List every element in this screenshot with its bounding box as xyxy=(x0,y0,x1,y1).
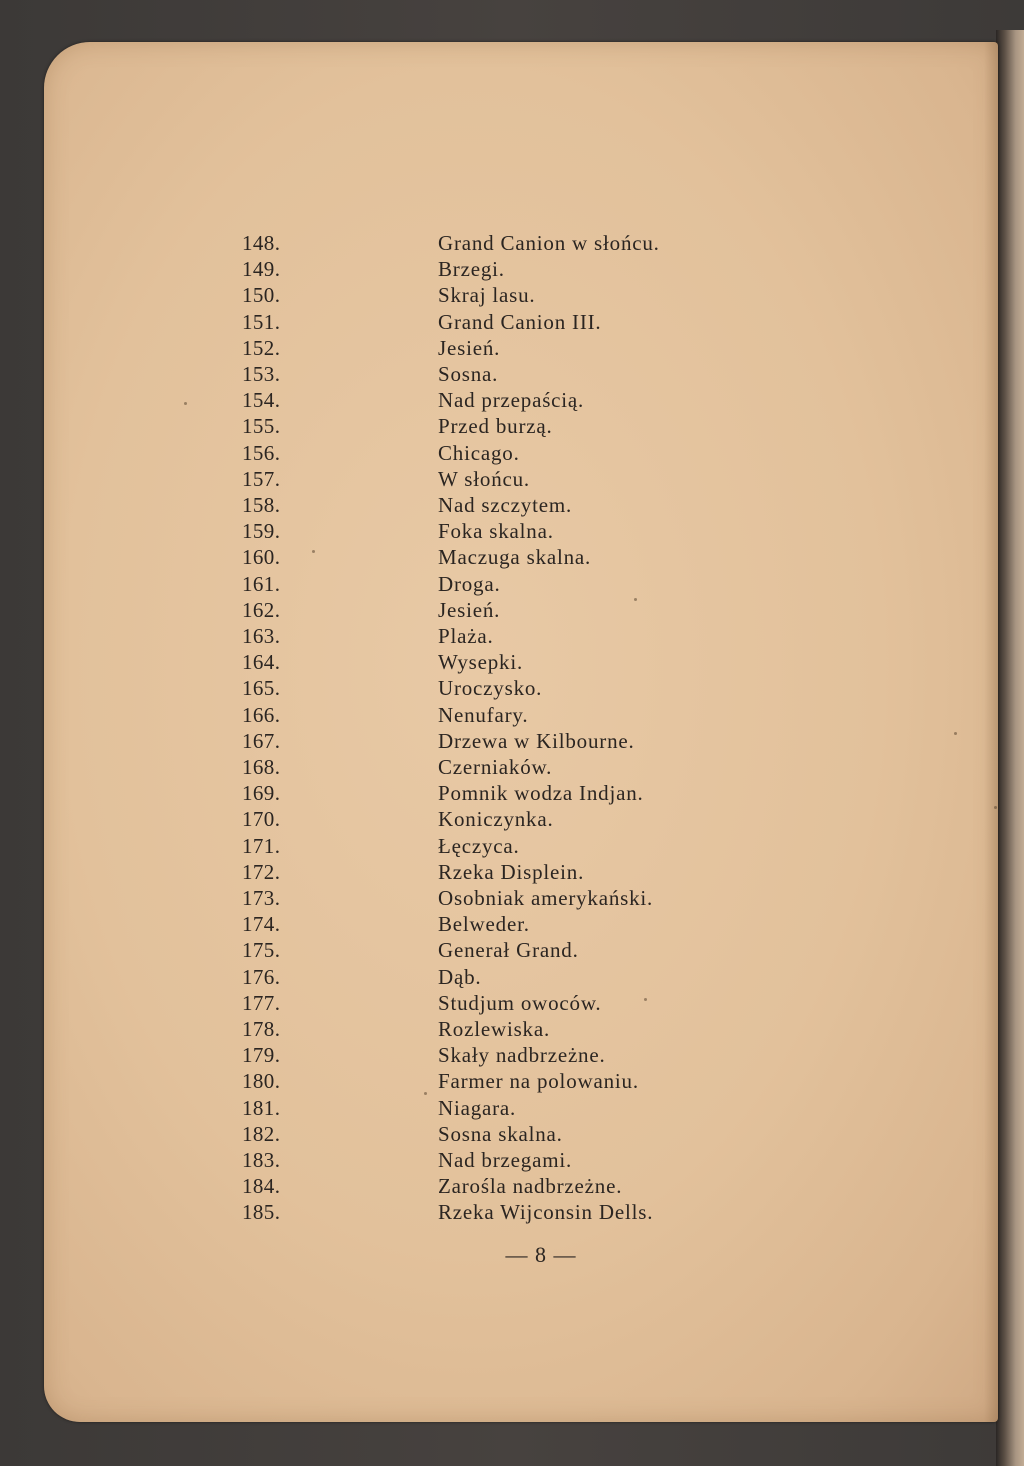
plate-title: Maczuga skalna. xyxy=(438,545,592,570)
plate-title: Rozlewiska. xyxy=(438,1017,551,1041)
plate-number: 155. xyxy=(242,414,281,439)
plate-title: Pomnik wodza Indjan. xyxy=(438,781,644,806)
plate-number: 169. xyxy=(242,781,281,806)
plate-number: 166. xyxy=(242,702,281,727)
plate-number: 157. xyxy=(242,466,281,491)
paper-speck xyxy=(184,402,187,405)
plate-number: 154. xyxy=(242,388,281,413)
plate-row xyxy=(44,859,998,885)
plate-row xyxy=(44,518,998,544)
plate-title: Zarośla nadbrzeżne. xyxy=(438,1174,623,1199)
plate-title: Grand Canion III. xyxy=(438,309,602,334)
plate-row xyxy=(44,937,998,963)
plate-number: 180. xyxy=(242,1069,281,1094)
plate-row xyxy=(44,702,998,728)
plate-row xyxy=(44,335,998,361)
plate-number: 175. xyxy=(242,938,281,963)
plate-title: Nad przepaścią. xyxy=(438,388,585,413)
plate-number: 185. xyxy=(242,1200,281,1225)
paper-speck xyxy=(424,1092,427,1095)
plate-number: 176. xyxy=(242,964,281,989)
plate-title: Nenufary. xyxy=(438,702,529,727)
plate-title: Belweder. xyxy=(438,912,530,937)
plate-number: 168. xyxy=(242,755,281,779)
plate-row xyxy=(44,361,998,387)
plate-title: Farmer na polowaniu. xyxy=(438,1069,639,1094)
plate-row xyxy=(44,780,998,806)
plate-number: 151. xyxy=(242,309,281,334)
plate-number: 179. xyxy=(242,1043,281,1068)
plate-number: 153. xyxy=(242,362,281,386)
plate-title: Niagara. xyxy=(438,1095,517,1120)
plate-title: Dąb. xyxy=(438,964,482,989)
plate-title: Rzeka Displein. xyxy=(438,859,585,884)
plate-number: 184. xyxy=(242,1174,281,1199)
plate-row xyxy=(44,806,998,832)
plate-row xyxy=(44,754,998,780)
plate-title: Przed burzą. xyxy=(438,414,553,439)
paper-speck xyxy=(312,550,315,553)
plate-title: Jesień. xyxy=(438,335,501,360)
plate-row xyxy=(44,964,998,990)
plate-title: Chicago. xyxy=(438,440,520,465)
plate-number: 167. xyxy=(242,728,281,753)
plate-row xyxy=(44,675,998,701)
plate-title: Rzeka Wijconsin Dells. xyxy=(438,1200,654,1225)
plate-title: Uroczysko. xyxy=(438,676,543,701)
plate-number: 181. xyxy=(242,1095,281,1120)
plate-row xyxy=(44,1068,998,1094)
plate-number: 171. xyxy=(242,833,281,858)
plate-title: Plaża. xyxy=(438,624,494,648)
plate-number: 165. xyxy=(242,676,281,701)
plate-title: Osobniak amerykański. xyxy=(438,886,654,910)
plate-number: 149. xyxy=(242,257,281,282)
plate-row xyxy=(44,1147,998,1173)
paper-speck xyxy=(994,806,997,809)
plate-row xyxy=(44,571,998,597)
plate-number: 177. xyxy=(242,990,281,1015)
plate-row xyxy=(44,1042,998,1068)
plate-row xyxy=(44,911,998,937)
paper-speck xyxy=(954,732,957,735)
book-page xyxy=(44,42,998,1422)
plate-title: Studjum owoców. xyxy=(438,990,602,1015)
paper-speck xyxy=(634,598,637,601)
plate-row xyxy=(44,597,998,623)
plate-row xyxy=(44,1199,998,1225)
plate-title: W słońcu. xyxy=(438,466,530,491)
plate-number: 174. xyxy=(242,912,281,937)
plate-row xyxy=(44,387,998,413)
plate-title: Łęczyca. xyxy=(438,833,520,858)
plate-number: 156. xyxy=(242,440,281,465)
plate-title: Drzewa w Kilbourne. xyxy=(438,728,635,753)
plate-title: Nad szczytem. xyxy=(438,493,573,517)
plate-number: 152. xyxy=(242,335,281,360)
plate-number: 172. xyxy=(242,859,281,884)
plate-list xyxy=(44,42,998,1422)
plate-title: Sosna skalna. xyxy=(438,1121,563,1146)
plate-row xyxy=(44,544,998,570)
plate-row xyxy=(44,1016,998,1042)
plate-number: 182. xyxy=(242,1121,281,1146)
plate-row xyxy=(44,728,998,754)
plate-title: Jesień. xyxy=(438,597,501,622)
plate-title: Wysepki. xyxy=(438,650,524,675)
plate-number: 160. xyxy=(242,545,281,570)
plate-row xyxy=(44,885,998,911)
plate-row xyxy=(44,1095,998,1121)
page-number: — 8 — xyxy=(505,1242,577,1267)
plate-title: Sosna. xyxy=(438,362,499,386)
next-page-edge xyxy=(996,30,1024,1466)
plate-title: Foka skalna. xyxy=(438,519,554,544)
plate-title: Skraj lasu. xyxy=(438,283,536,308)
plate-number: 173. xyxy=(242,886,281,910)
plate-row xyxy=(44,649,998,675)
plate-number: 162. xyxy=(242,597,281,622)
plate-title: Skały nadbrzeżne. xyxy=(438,1043,606,1068)
plate-number: 148. xyxy=(242,231,281,255)
plate-number: 178. xyxy=(242,1017,281,1041)
plate-title: Droga. xyxy=(438,571,501,596)
plate-row xyxy=(44,230,998,256)
plate-row xyxy=(44,492,998,518)
plate-number: 170. xyxy=(242,807,281,832)
plate-number: 161. xyxy=(242,571,281,596)
plate-number: 163. xyxy=(242,624,281,648)
plate-number: 159. xyxy=(242,519,281,544)
plate-number: 164. xyxy=(242,650,281,675)
plate-row xyxy=(44,466,998,492)
plate-title: Grand Canion w słońcu. xyxy=(438,231,660,255)
plate-title: Koniczynka. xyxy=(438,807,554,832)
plate-row xyxy=(44,440,998,466)
plate-row xyxy=(44,413,998,439)
plate-title: Generał Grand. xyxy=(438,938,579,963)
plate-number: 158. xyxy=(242,493,281,517)
plate-row xyxy=(44,990,998,1016)
plate-row xyxy=(44,623,998,649)
plate-title: Czerniaków. xyxy=(438,755,553,779)
plate-row xyxy=(44,1173,998,1199)
paper-speck xyxy=(644,998,647,1001)
plate-row xyxy=(44,309,998,335)
plate-row xyxy=(44,1121,998,1147)
plate-number: 183. xyxy=(242,1148,281,1172)
plate-row xyxy=(44,833,998,859)
plate-row xyxy=(44,282,998,308)
plate-title: Brzegi. xyxy=(438,257,505,282)
plate-title: Nad brzegami. xyxy=(438,1148,573,1172)
plate-row xyxy=(44,256,998,282)
plate-number: 150. xyxy=(242,283,281,308)
